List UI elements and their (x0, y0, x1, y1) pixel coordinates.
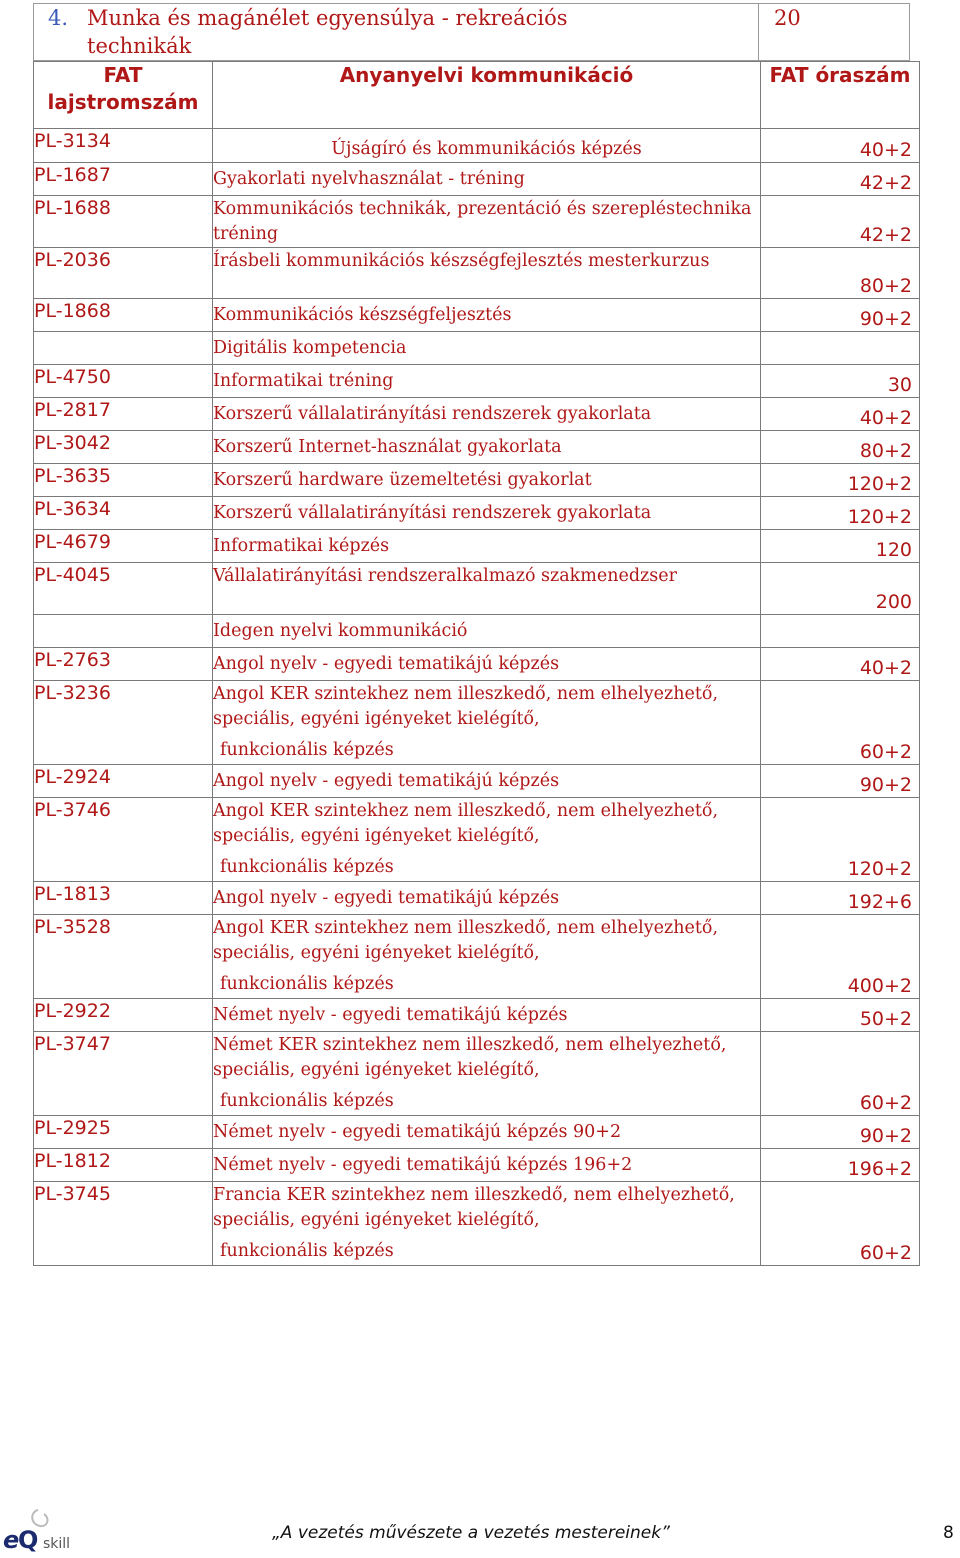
course-name (213, 765, 761, 798)
course-name (213, 248, 761, 299)
course-name (213, 398, 761, 431)
table-row (34, 681, 920, 765)
table-row (34, 365, 920, 398)
course-name (213, 196, 761, 248)
course-name-text: Informatikai képzés (213, 536, 390, 556)
course-name (213, 681, 761, 765)
header-hours: FAT óraszám (761, 62, 920, 129)
course-name-continuation: funkcionális képzés (220, 1241, 394, 1261)
footer-page-number: 8 (943, 1523, 954, 1543)
course-code: PL-2036 (34, 248, 213, 299)
table-row (34, 563, 920, 615)
course-code: PL-2922 (34, 999, 213, 1032)
course-code: PL-3236 (34, 681, 213, 765)
eqskill-logo (0, 1506, 80, 1556)
header-title: Anyanyelvi kommunikáció (213, 62, 761, 129)
course-hours (761, 1032, 920, 1116)
table-row (34, 1116, 920, 1149)
svg-text:Q: Q (18, 1526, 39, 1554)
course-code: PL-1687 (34, 163, 213, 196)
course-hours (761, 1149, 920, 1182)
course-code: PL-3134 (34, 129, 213, 163)
course-name-text: Írásbeli kommunikációs készségfejlesztés mesterkurzus (213, 251, 710, 271)
course-name-text: Korszerű hardware üzemeltetési gyakorlat (213, 470, 592, 490)
course-hours-value: 60+2 (859, 741, 912, 763)
table-row (34, 163, 920, 196)
table-body (34, 129, 920, 1266)
course-hours (761, 196, 920, 248)
course-code: PL-1868 (34, 299, 213, 332)
table-row (34, 615, 920, 648)
course-name-text: Angol nyelv - egyedi tematikájú képzés (213, 654, 560, 674)
section-title: Munka és magánélet egyensúlya - rekreációs technikák (87, 6, 568, 58)
table-row (34, 332, 920, 365)
course-code: PL-3746 (34, 798, 213, 882)
course-name-continuation: funkcionális képzés (220, 1091, 394, 1111)
course-name (213, 129, 761, 163)
course-name (213, 1032, 761, 1116)
table-row (34, 497, 920, 530)
course-code: PL-4045 (34, 563, 213, 615)
course-name (213, 299, 761, 332)
table-row (34, 299, 920, 332)
svg-text:e: e (3, 1526, 20, 1554)
course-hours (761, 248, 920, 299)
table-row (34, 798, 920, 882)
course-name-text: Korszerű vállalatirányítási rendszerek gyakorlata (213, 404, 652, 424)
course-code: PL-4750 (34, 365, 213, 398)
course-name-text: Kommunikációs technikák, prezentáció és szerepléstechnika tréning (213, 199, 752, 244)
course-name (213, 882, 761, 915)
course-hours (761, 497, 920, 530)
table-row (34, 648, 920, 681)
course-name-continuation: funkcionális képzés (220, 857, 394, 877)
course-code: PL-1813 (34, 882, 213, 915)
course-hours-value: 200 (875, 591, 912, 613)
course-name (213, 648, 761, 681)
course-hours-value: 80+2 (859, 440, 912, 462)
course-name (213, 332, 761, 365)
table-row (34, 530, 920, 563)
table-row (34, 248, 920, 299)
course-hours-value: 60+2 (859, 1242, 912, 1264)
course-name (213, 497, 761, 530)
course-name (213, 798, 761, 882)
course-name-text: Angol KER szintekhez nem illeszkedő, nem elhelyezhető, speciális, egyéni igényeket kielégítő, (213, 918, 719, 963)
course-hours-value: 120+2 (847, 506, 912, 528)
course-code: PL-2925 (34, 1116, 213, 1149)
course-name-text: Angol KER szintekhez nem illeszkedő, nem elhelyezhető, speciális, egyéni igényeket kielégítő, (213, 801, 719, 846)
course-name-text: Korszerű vállalatirányítási rendszerek gyakorlata (213, 503, 652, 523)
course-name (213, 1149, 761, 1182)
course-code (34, 332, 213, 365)
course-name (213, 530, 761, 563)
course-code: PL-4679 (34, 530, 213, 563)
course-code (34, 615, 213, 648)
course-name (213, 999, 761, 1032)
course-hours (761, 163, 920, 196)
table-row (34, 398, 920, 431)
course-name (213, 163, 761, 196)
course-hours (761, 765, 920, 798)
section-heading (48, 4, 648, 60)
table-row (34, 464, 920, 497)
table-row (34, 915, 920, 999)
course-code: PL-3747 (34, 1032, 213, 1116)
table-row (34, 1182, 920, 1266)
course-name (213, 431, 761, 464)
course-hours-value: 120+2 (847, 858, 912, 880)
course-name (213, 464, 761, 497)
table-header-row (34, 62, 920, 129)
course-code: PL-3745 (34, 1182, 213, 1266)
course-name-text: Gyakorlati nyelvhasználat - tréning (213, 169, 525, 189)
course-name-text: Német nyelv - egyedi tematikájú képzés 196+2 (213, 1155, 633, 1175)
course-hours-value: 196+2 (847, 1158, 912, 1180)
course-hours (761, 681, 920, 765)
table-row (34, 196, 920, 248)
course-name (213, 915, 761, 999)
course-code: PL-3042 (34, 431, 213, 464)
course-name (213, 1116, 761, 1149)
course-code: PL-3635 (34, 464, 213, 497)
course-hours (761, 1182, 920, 1266)
course-hours-value: 42+2 (859, 172, 912, 194)
course-hours-value: 42+2 (859, 224, 912, 246)
course-name-text: Német KER szintekhez nem illeszkedő, nem elhelyezhető, speciális, egyéni igényeket kielégítő, (213, 1035, 727, 1080)
course-hours-value: 40+2 (859, 657, 912, 679)
course-hours (761, 999, 920, 1032)
course-name-text: Idegen nyelvi kommunikáció (213, 621, 468, 641)
course-hours (761, 332, 920, 365)
course-name-text: Informatikai tréning (213, 371, 394, 391)
header-code: FAT lajstromszám (34, 62, 213, 129)
course-name-text: Kommunikációs készségfeljesztés (213, 305, 512, 325)
course-hours (761, 129, 920, 163)
course-name (213, 563, 761, 615)
course-hours (761, 365, 920, 398)
table-row (34, 765, 920, 798)
course-hours (761, 563, 920, 615)
course-hours-value: 400+2 (847, 975, 912, 997)
heading-divider (758, 4, 759, 60)
course-name-text: Korszerű Internet-használat gyakorlata (213, 437, 562, 457)
course-name-text: Német nyelv - egyedi tematikájú képzés 90+2 (213, 1122, 622, 1142)
course-hours (761, 1116, 920, 1149)
course-name (213, 365, 761, 398)
course-hours (761, 915, 920, 999)
section-number: 4. (48, 6, 69, 30)
course-hours-value: 90+2 (859, 774, 912, 796)
course-name-text: Német nyelv - egyedi tematikájú képzés (213, 1005, 568, 1025)
course-hours (761, 464, 920, 497)
course-name-text: Digitális kompetencia (213, 338, 407, 358)
course-hours-value: 60+2 (859, 1092, 912, 1114)
course-name-text: Francia KER szintekhez nem illeszkedő, nem elhelyezhető, speciális, egyéni igényeket kielégítő, (213, 1185, 735, 1230)
section-page-ref: 20 (774, 6, 801, 30)
course-code: PL-2924 (34, 765, 213, 798)
course-hours-value: 120 (875, 539, 912, 561)
svg-text:skill: skill (43, 1536, 71, 1552)
course-name-text: Angol KER szintekhez nem illeszkedő, nem elhelyezhető, speciális, egyéni igényeket kielégítő, (213, 684, 719, 729)
course-code: PL-3528 (34, 915, 213, 999)
course-code: PL-1812 (34, 1149, 213, 1182)
course-name-text: Újságíró és kommunikációs képzés (331, 139, 642, 159)
table-row (34, 431, 920, 464)
course-code: PL-2763 (34, 648, 213, 681)
course-hours (761, 615, 920, 648)
course-name-text: Angol nyelv - egyedi tematikájú képzés (213, 888, 560, 908)
course-hours-value: 50+2 (859, 1008, 912, 1030)
table-row (34, 129, 920, 163)
course-hours (761, 882, 920, 915)
course-hours (761, 530, 920, 563)
course-name-continuation: funkcionális képzés (220, 740, 394, 760)
course-hours-value: 90+2 (859, 1125, 912, 1147)
course-hours (761, 299, 920, 332)
course-hours-value: 40+2 (859, 139, 912, 161)
course-hours-value: 40+2 (859, 407, 912, 429)
table-row (34, 1149, 920, 1182)
table-row (34, 1032, 920, 1116)
course-code: PL-2817 (34, 398, 213, 431)
course-code: PL-3634 (34, 497, 213, 530)
course-name (213, 615, 761, 648)
course-hours (761, 398, 920, 431)
footer-motto: „A vezetés művészete a vezetés mestereinek” (272, 1523, 670, 1543)
course-hours-value: 80+2 (859, 275, 912, 297)
course-code: PL-1688 (34, 196, 213, 248)
table-row (34, 882, 920, 915)
course-hours-value: 30 (887, 374, 912, 396)
course-name (213, 1182, 761, 1266)
course-hours-value: 192+6 (847, 891, 912, 913)
course-hours-value: 90+2 (859, 308, 912, 330)
course-name-text: Vállalatirányítási rendszeralkalmazó szakmenedzser (213, 566, 677, 586)
course-table (33, 61, 920, 1266)
course-hours (761, 431, 920, 464)
course-name-continuation: funkcionális képzés (220, 974, 394, 994)
table-row (34, 999, 920, 1032)
course-hours (761, 798, 920, 882)
course-hours (761, 648, 920, 681)
course-hours-value: 120+2 (847, 473, 912, 495)
course-name-text: Angol nyelv - egyedi tematikájú képzés (213, 771, 560, 791)
